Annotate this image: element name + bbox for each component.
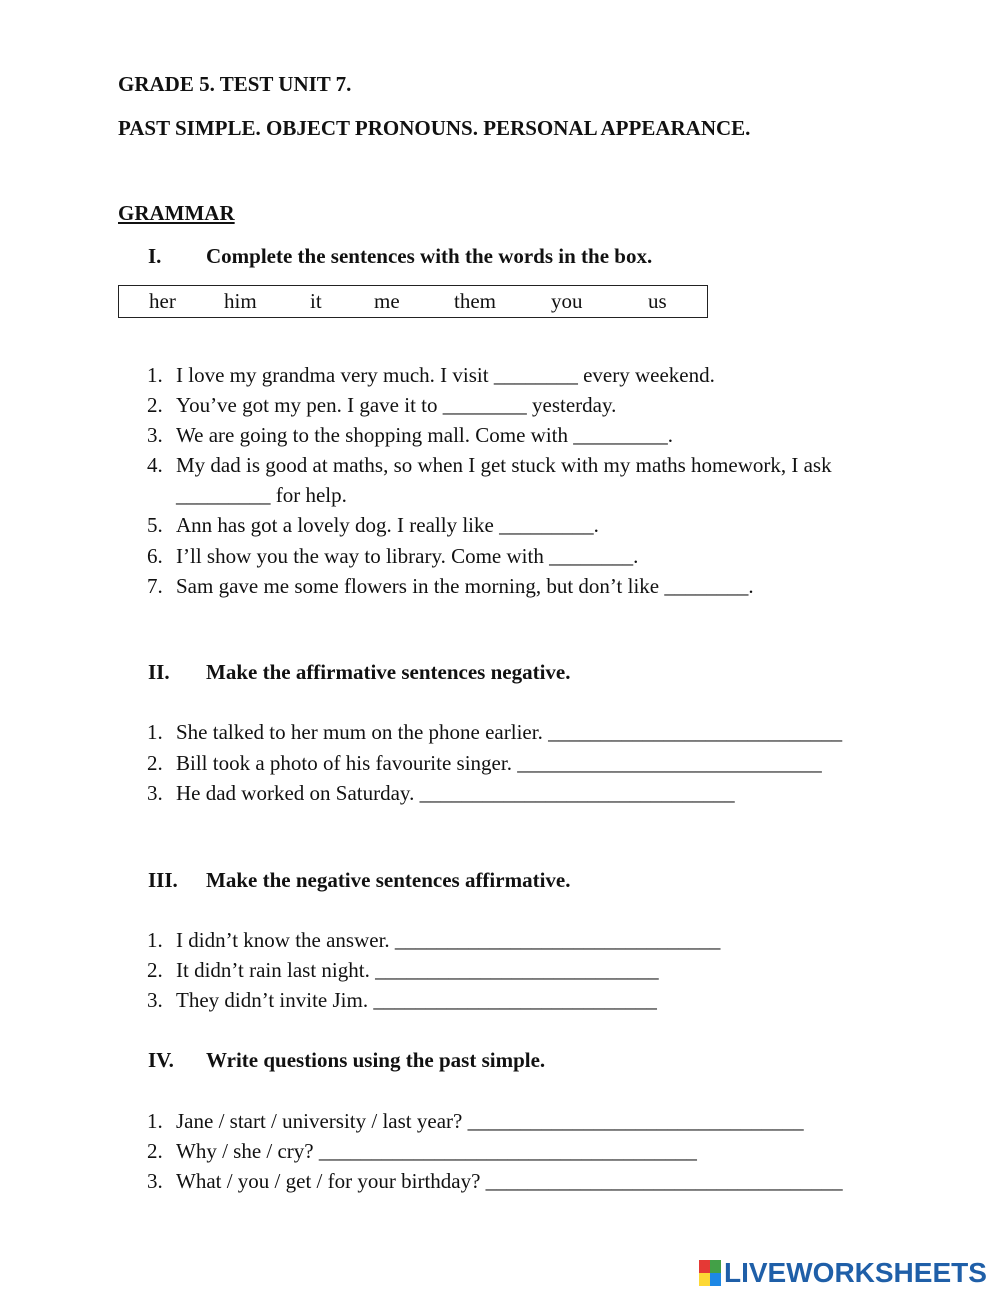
section-2-heading (148, 660, 748, 684)
section-3-instruction: Make the negative sentences affirmative. (206, 868, 571, 892)
liveworksheets-icon (699, 1260, 721, 1286)
liveworksheets-wordmark: LIVEWORKSHEETS (724, 1257, 987, 1288)
section-3-number: III. (148, 868, 178, 892)
section-1-heading (148, 244, 748, 268)
section-4-number: IV. (148, 1048, 174, 1072)
grammar-heading: GRAMMAR (118, 201, 235, 225)
section-4-heading (148, 1048, 748, 1072)
page-subtitle: PAST SIMPLE. OBJECT PRONOUNS. PERSONAL APPEARANCE. (118, 116, 751, 140)
word-box-item: him (224, 289, 257, 313)
section-1-number: I. (148, 244, 162, 268)
section-2-number: II. (148, 660, 170, 684)
page-title: GRADE 5. TEST UNIT 7. (118, 72, 352, 96)
liveworksheets-logo (699, 1258, 987, 1288)
word-box-item: them (454, 289, 496, 313)
word-box-item: us (648, 289, 667, 313)
section-1-instruction: Complete the sentences with the words in the box. (206, 244, 653, 268)
section-4-instruction: Write questions using the past simple. (206, 1048, 546, 1072)
exercise-item-continuation: _________ for help. (176, 483, 347, 507)
word-box-item: her (149, 289, 176, 313)
word-box-item: it (310, 289, 322, 313)
section-3-heading (148, 868, 748, 892)
section-2-instruction: Make the affirmative sentences negative. (206, 660, 571, 684)
word-box (118, 285, 708, 318)
word-box-item: me (374, 289, 400, 313)
word-box-item: you (551, 289, 583, 313)
